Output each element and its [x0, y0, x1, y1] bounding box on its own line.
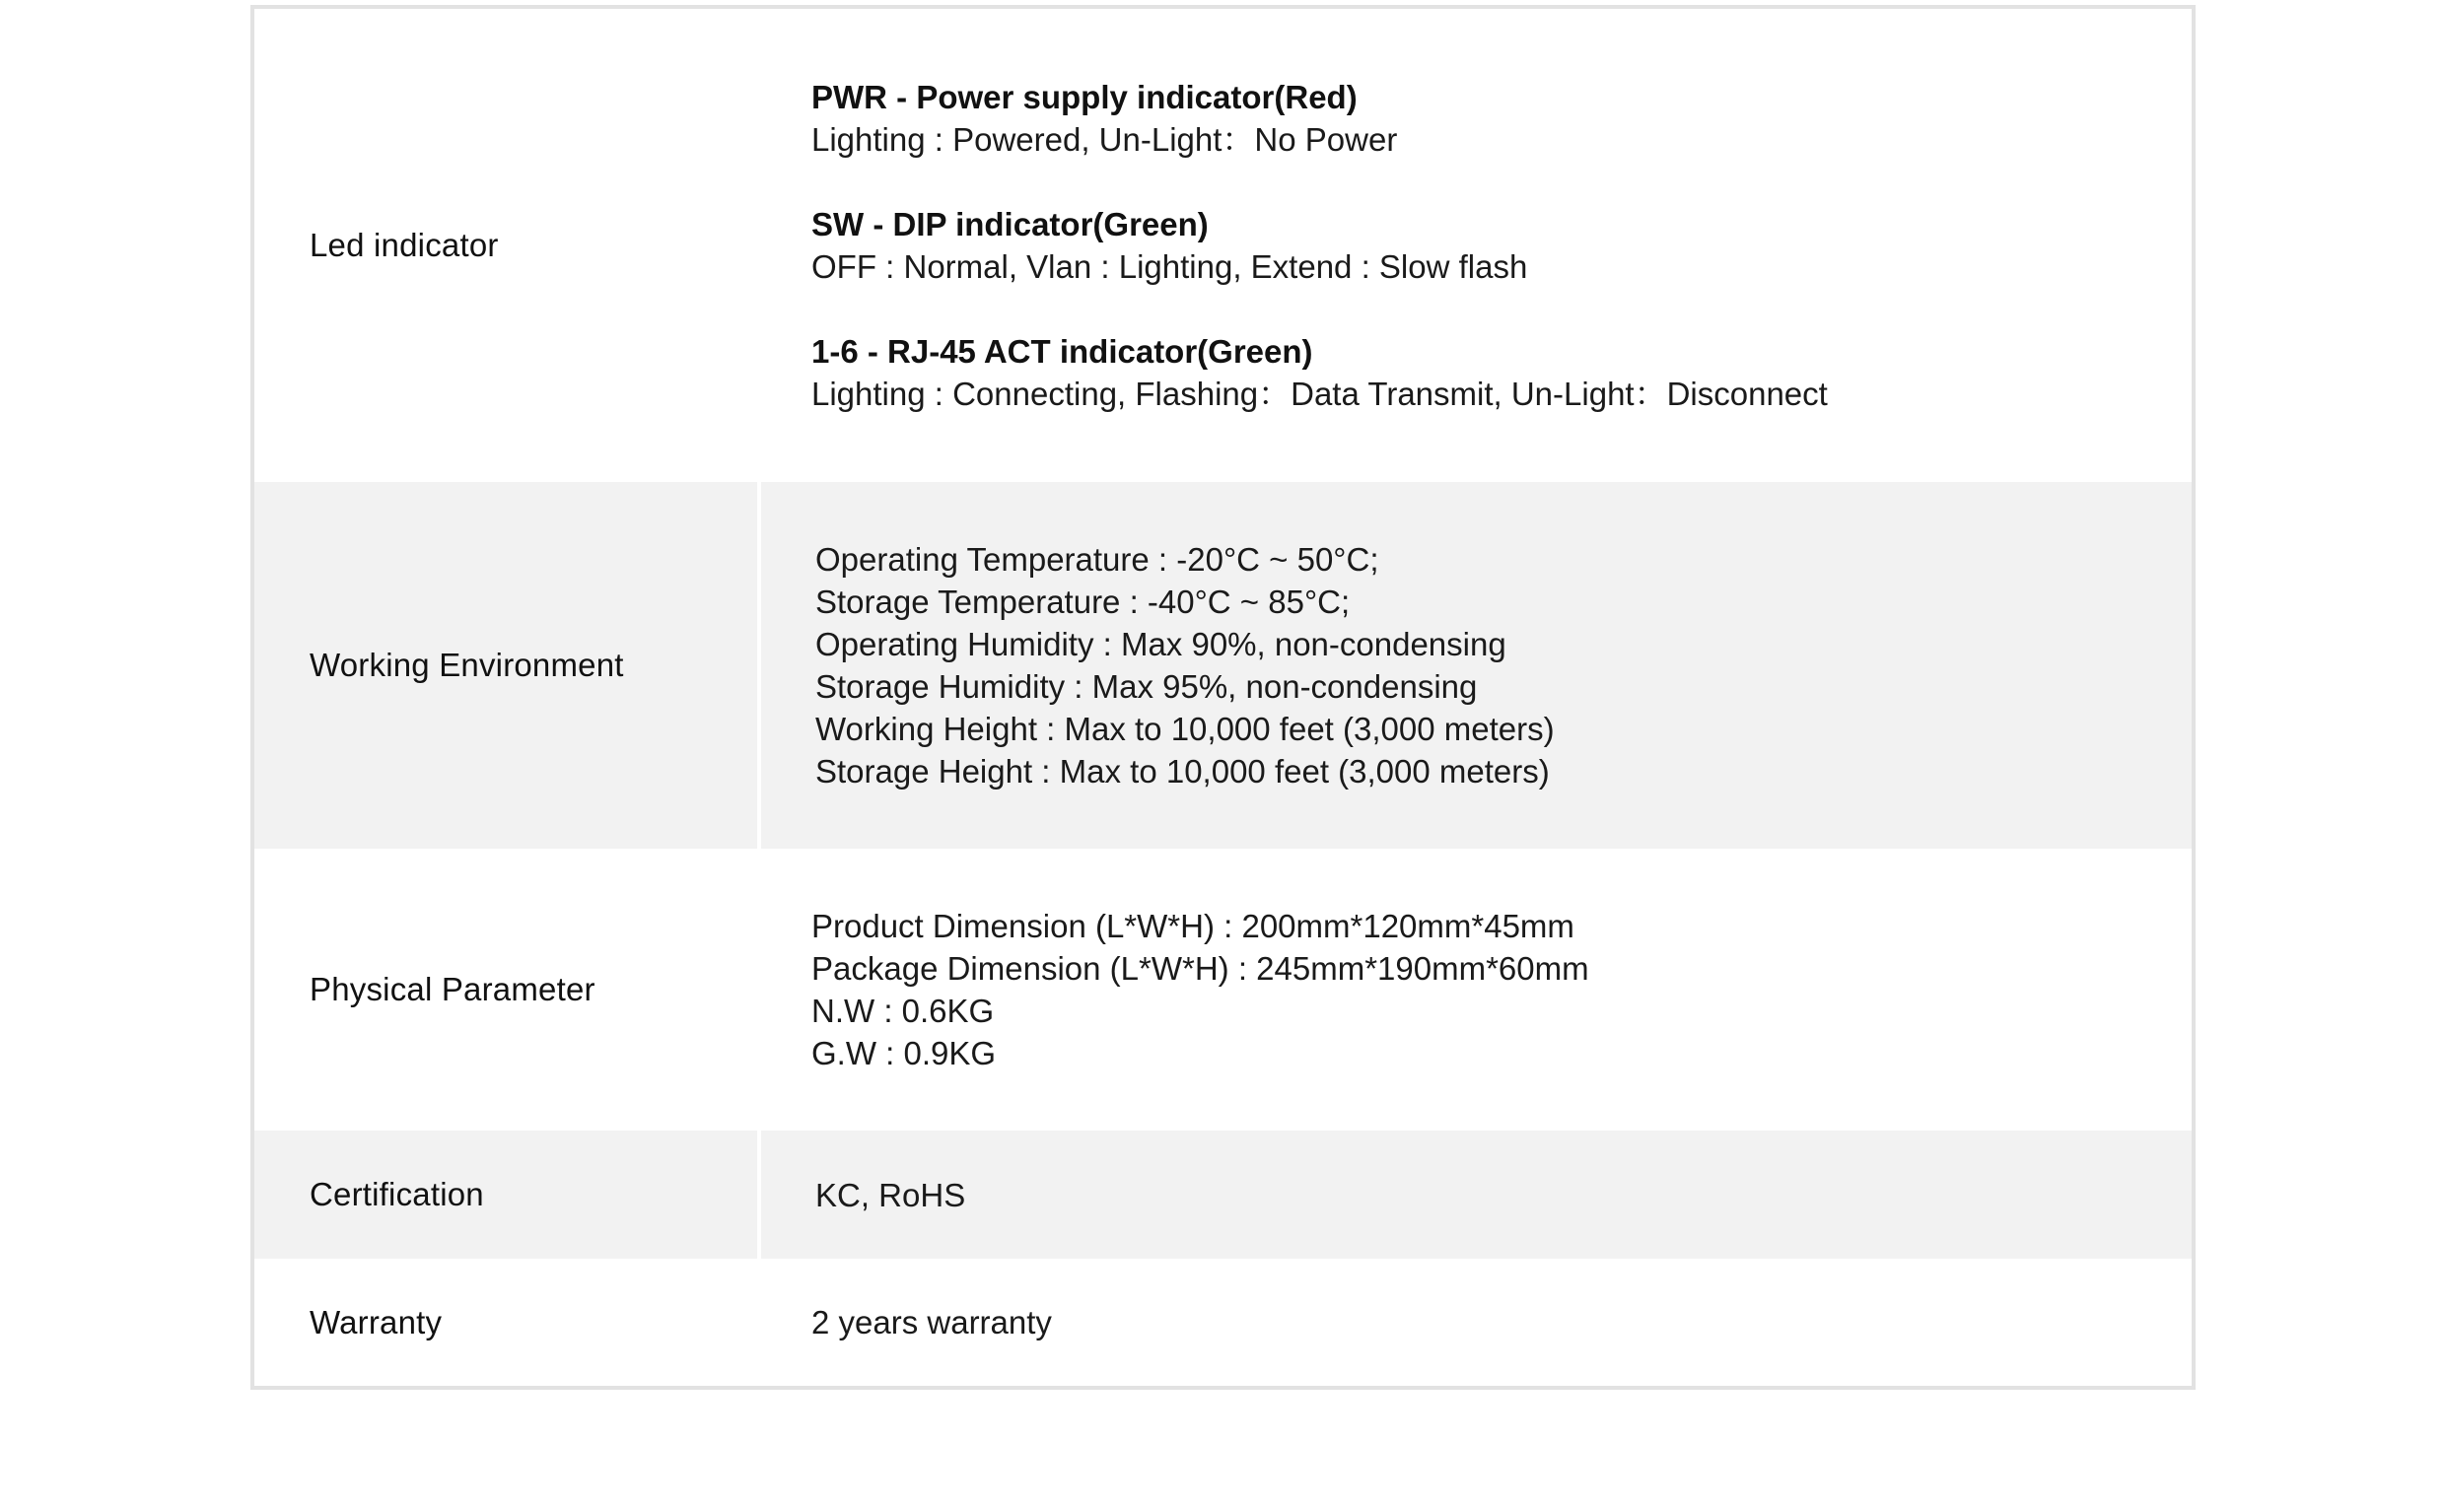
- spec-value: [757, 849, 2192, 1131]
- led-group-title: SW - DIP indicator(Green): [811, 206, 1209, 242]
- spec-value-line: Operating Humidity : Max 90%, non-condensing: [815, 626, 1506, 662]
- spec-value-line: KC, RoHS: [815, 1176, 966, 1213]
- spec-label: Physical Parameter: [310, 971, 595, 1007]
- led-group-sw: [811, 203, 2192, 288]
- spec-row-warranty: [254, 1259, 2192, 1386]
- led-group-line: Lighting : Powered, Un-Light：No Power: [811, 121, 1398, 158]
- spec-value: [761, 1131, 2192, 1259]
- spec-value-line: Storage Temperature : -40°C ~ 85°C;: [815, 584, 1351, 620]
- spec-row-certification: [254, 1131, 2192, 1259]
- spec-value: [757, 9, 2192, 482]
- spec-value-line: Operating Temperature : -20°C ~ 50°C;: [815, 541, 1379, 578]
- spec-row-physical-parameter: [254, 849, 2192, 1131]
- spec-value-line: Working Height : Max to 10,000 feet (3,000 meters): [815, 711, 1555, 747]
- spec-label: Warranty: [310, 1303, 443, 1340]
- spec-label: Led indicator: [310, 227, 499, 263]
- led-group-title: 1-6 - RJ-45 ACT indicator(Green): [811, 333, 1313, 370]
- spec-value-line: Storage Height : Max to 10,000 feet (3,000 meters): [815, 753, 1550, 790]
- spec-value-line: G.W : 0.9KG: [811, 1035, 997, 1071]
- spec-value-line: Storage Humidity : Max 95%, non-condensing: [815, 668, 1478, 705]
- led-group-line: Lighting : Connecting, Flashing：Data Transmit, Un-Light：Disconnect: [811, 376, 1828, 412]
- spec-row-led-indicator: [254, 9, 2192, 482]
- led-group-pwr: [811, 76, 2192, 161]
- spec-value: [757, 1259, 2192, 1386]
- spec-value-line: Package Dimension (L*W*H) : 245mm*190mm*60mm: [811, 950, 1589, 987]
- spec-table: [250, 5, 2196, 1390]
- led-group-line: OFF : Normal, Vlan : Lighting, Extend : Slow flash: [811, 248, 1528, 285]
- spec-label: Working Environment: [254, 482, 757, 849]
- spec-row-working-environment: [254, 482, 2192, 849]
- spec-label: Certification: [254, 1131, 757, 1259]
- spec-value: [761, 482, 2192, 849]
- spec-value-line: 2 years warranty: [811, 1304, 1052, 1340]
- spec-value-line: Product Dimension (L*W*H) : 200mm*120mm*45mm: [811, 908, 1574, 944]
- led-group-rj45: [811, 330, 2192, 415]
- led-group-title: PWR - Power supply indicator(Red): [811, 79, 1358, 115]
- spec-value-line: N.W : 0.6KG: [811, 993, 995, 1029]
